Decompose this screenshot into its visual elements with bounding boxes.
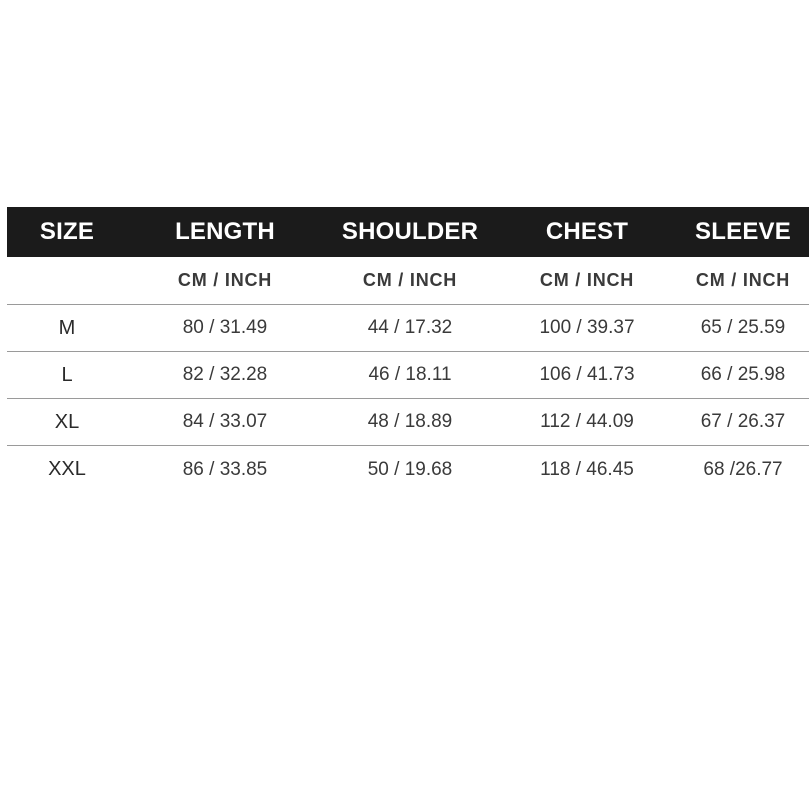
table-row [7, 446, 809, 493]
size-chart-table [7, 207, 809, 493]
header-chest: CHEST [545, 218, 629, 245]
sleeve-value: 67 / 26.37 [700, 411, 786, 432]
table-row [7, 399, 809, 446]
shoulder-value: 46 / 18.11 [368, 364, 452, 385]
size-label: XXL [48, 458, 86, 480]
length-value: 82 / 32.28 [182, 364, 268, 385]
size-label: M [58, 316, 76, 339]
chest-value: 112 / 44.09 [540, 411, 634, 432]
sleeve-value: 65 / 25.59 [700, 317, 786, 338]
header-length: LENGTH [175, 218, 275, 245]
header-size: SIZE [39, 218, 95, 245]
table-row [7, 352, 809, 399]
size-label: L [61, 363, 73, 386]
chest-value: 100 / 39.37 [539, 317, 635, 338]
shoulder-value: 48 / 18.89 [367, 411, 453, 432]
chest-value: 106 / 41.73 [539, 364, 635, 385]
table-header-row [7, 207, 809, 257]
shoulder-value: 50 / 19.68 [367, 458, 453, 480]
size-label: XL [54, 410, 80, 433]
header-shoulder: SHOULDER [341, 218, 479, 245]
length-value: 86 / 33.85 [182, 458, 268, 480]
unit-sleeve: CM / INCH [695, 270, 791, 290]
unit-chest: CM / INCH [539, 270, 635, 290]
unit-length: CM / INCH [177, 270, 273, 290]
length-value: 84 / 33.07 [182, 411, 268, 432]
chest-value: 118 / 46.45 [540, 458, 634, 480]
sleeve-value: 66 / 25.98 [700, 364, 786, 385]
sleeve-value: 68 /26.77 [703, 458, 783, 480]
length-value: 80 / 31.49 [182, 317, 268, 338]
units-row [7, 257, 809, 305]
table-row [7, 305, 809, 352]
header-sleeve: SLEEVE [695, 218, 791, 245]
unit-shoulder: CM / INCH [362, 270, 458, 290]
shoulder-value: 44 / 17.32 [367, 317, 453, 338]
